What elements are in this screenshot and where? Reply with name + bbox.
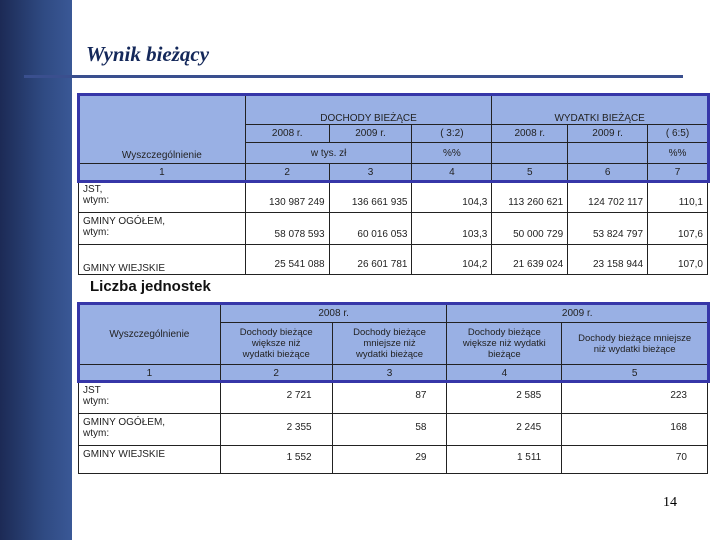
page-title: Wynik bieżący xyxy=(86,42,210,66)
value-cell: 2 245 xyxy=(447,414,562,446)
value-cell: 2 585 xyxy=(447,382,562,414)
value-cell: 104,3 xyxy=(412,181,492,213)
units-table xyxy=(78,303,708,474)
column-number: 4 xyxy=(412,164,492,181)
row-label xyxy=(79,181,246,213)
value-cell: 87 xyxy=(332,382,447,414)
row-label-line2: wtym: xyxy=(83,396,110,407)
value-cell: 103,3 xyxy=(412,213,492,245)
value-cell: 23 158 944 xyxy=(568,245,648,275)
table-row xyxy=(79,245,708,275)
header-row-label: Wyszczególnienie xyxy=(79,304,221,365)
column-number: 1 xyxy=(79,164,246,181)
value-cell: 2 721 xyxy=(220,382,332,414)
value-cell: 1 511 xyxy=(447,446,562,474)
value-cell: 70 xyxy=(562,446,708,474)
table-row xyxy=(79,213,708,245)
value-cell: 113 260 621 xyxy=(492,181,568,213)
year-header: 2008 r. xyxy=(492,125,568,143)
row-label-line1: GMINY OGÓŁEM, xyxy=(83,417,166,428)
value-cell: 25 541 088 xyxy=(245,245,329,275)
table-row xyxy=(79,414,708,446)
value-cell: 58 xyxy=(332,414,447,446)
value-cell: 58 078 593 xyxy=(245,213,329,245)
value-cell: 107,0 xyxy=(648,245,708,275)
value-cell: 29 xyxy=(332,446,447,474)
column-number: 1 xyxy=(79,365,221,382)
column-number: 2 xyxy=(220,365,332,382)
value-cell: 60 016 053 xyxy=(329,213,412,245)
row-label xyxy=(79,414,221,446)
section-heading: Liczba jednostek xyxy=(90,278,211,295)
value-cell: 110,1 xyxy=(648,181,708,213)
table-row xyxy=(79,181,708,213)
unit-header: %% xyxy=(648,143,708,164)
row-label-line2: wtym: xyxy=(83,227,110,238)
header-wydatki: WYDATKI BIEŻĄCE xyxy=(492,95,708,125)
column-number: 3 xyxy=(329,164,412,181)
year-header: 2008 r. xyxy=(220,304,447,323)
row-label xyxy=(79,446,221,474)
value-cell: 26 601 781 xyxy=(329,245,412,275)
row-label xyxy=(79,382,221,414)
value-cell: 168 xyxy=(562,414,708,446)
row-label-line1: JST xyxy=(83,385,101,396)
value-cell: 1 552 xyxy=(220,446,332,474)
unit-header: w tys. zł xyxy=(245,143,412,164)
page-number: 14 xyxy=(663,495,677,510)
value-cell: 136 661 935 xyxy=(329,181,412,213)
year-header: 2009 r. xyxy=(447,304,708,323)
value-cell: 223 xyxy=(562,382,708,414)
row-label-line1: GMINY WIEJSKIE xyxy=(83,263,166,274)
row-label-line2: wtym: xyxy=(83,195,110,206)
value-cell: 130 987 249 xyxy=(245,181,329,213)
row-label xyxy=(79,245,246,275)
row-label-line2: wtym: xyxy=(83,428,110,439)
unit-header: %% xyxy=(412,143,492,164)
row-label xyxy=(79,213,246,245)
title-divider xyxy=(24,75,683,78)
ratio-header: ( 6:5) xyxy=(648,125,708,143)
header-row-label: Wyszczególnienie xyxy=(79,95,246,164)
value-cell: 104,2 xyxy=(412,245,492,275)
value-cell: 107,6 xyxy=(648,213,708,245)
value-cell: 50 000 729 xyxy=(492,213,568,245)
column-header: Dochody bieżące większe niż wydatki bieżące xyxy=(220,323,332,365)
header-dochody: DOCHODY BIEŻĄCE xyxy=(245,95,492,125)
value-cell: 124 702 117 xyxy=(568,181,648,213)
sidebar-decoration xyxy=(0,0,72,540)
column-header: Dochody bieżące większe niż wydatki bieżące xyxy=(447,323,562,365)
column-header: Dochody bieżące mniejsze niż wydatki bieżące xyxy=(562,323,708,365)
table-row xyxy=(79,382,708,414)
column-number: 6 xyxy=(568,164,648,181)
row-label-line1: GMINY OGÓŁEM, xyxy=(83,216,166,227)
value-cell: 21 639 024 xyxy=(492,245,568,275)
year-header: 2009 r. xyxy=(568,125,648,143)
year-header: 2009 r. xyxy=(329,125,412,143)
column-number: 5 xyxy=(562,365,708,382)
column-header: Dochody bieżące mniejsze niż wydatki bieżące xyxy=(332,323,447,365)
ratio-header: ( 3:2) xyxy=(412,125,492,143)
value-cell: 53 824 797 xyxy=(568,213,648,245)
row-label-line1: JST, xyxy=(83,184,103,195)
row-label-line1: GMINY WIEJSKIE xyxy=(83,449,166,460)
value-cell: 2 355 xyxy=(220,414,332,446)
budget-table xyxy=(78,94,708,275)
column-number: 5 xyxy=(492,164,568,181)
year-header: 2008 r. xyxy=(245,125,329,143)
table-row xyxy=(79,446,708,474)
column-number: 7 xyxy=(648,164,708,181)
column-number: 2 xyxy=(245,164,329,181)
column-number: 4 xyxy=(447,365,562,382)
column-number: 3 xyxy=(332,365,447,382)
